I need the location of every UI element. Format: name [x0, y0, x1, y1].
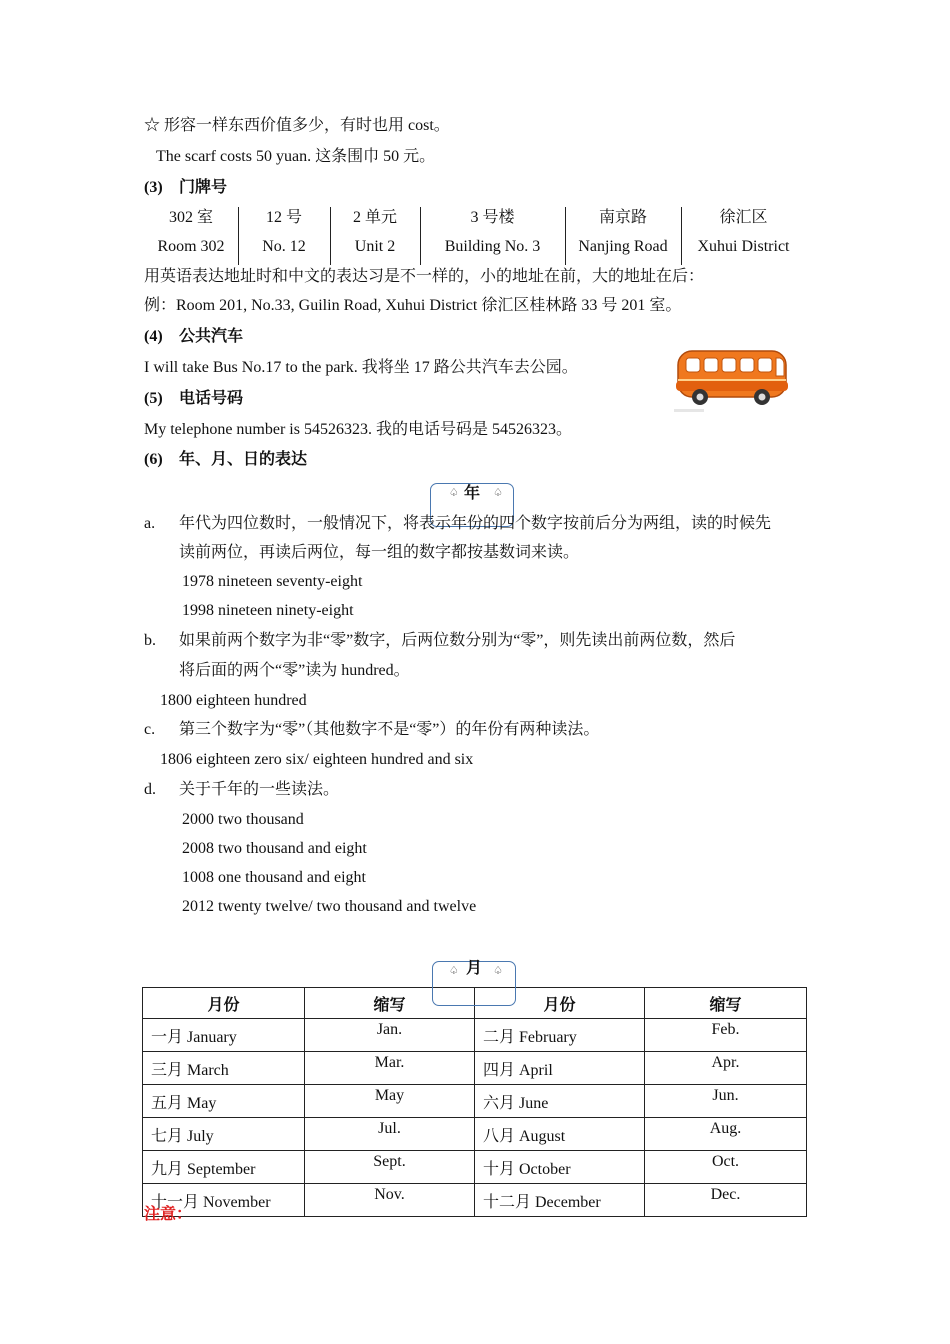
table-cell: Feb.: [645, 1019, 807, 1052]
address-cell-en: Room 302: [157, 238, 225, 255]
item-b-label: b.: [144, 632, 156, 649]
table-cell: Mar.: [305, 1052, 475, 1085]
table-cell: Nov.: [305, 1184, 475, 1217]
table-cell: 四月 April: [475, 1052, 645, 1085]
table-row: [143, 1052, 807, 1085]
table-cell: 六月 June: [475, 1085, 645, 1118]
item-a-text: 读前两位，再读后两位，每一组的数字都按基数词来读。: [179, 544, 580, 561]
address-cell-en: Unit 2: [354, 238, 396, 255]
section-5-number: (5): [144, 390, 163, 407]
table-cell: Sept.: [305, 1151, 475, 1184]
item-d-example: 1008 one thousand and eight: [182, 869, 366, 886]
spade-icon: ♤: [449, 487, 459, 499]
item-a-text: 年代为四位数时，一般情况下，将表示年份的四个数字按前后分为两组，读的时候先: [179, 515, 772, 532]
phone-example: My telephone number is 54526323. 我的电话号码是 54526323。: [144, 421, 572, 438]
table-cell: Apr.: [645, 1052, 807, 1085]
spade-icon: ♤: [449, 965, 459, 977]
section-3-number: (3): [144, 179, 163, 196]
table-cell: Aug.: [645, 1118, 807, 1151]
address-cell-zh: 12 号: [265, 209, 302, 226]
cost-tip: ☆ 形容一样东西价值多少，有时也用 cost。: [144, 117, 450, 134]
table-cell: Jan.: [305, 1019, 475, 1052]
item-d-label: d.: [144, 781, 156, 798]
item-d-example: 2008 two thousand and eight: [182, 840, 367, 857]
month-table: [142, 987, 807, 1217]
address-example: 例：Room 201, No.33, Guilin Road, Xuhui District 徐汇区桂林路 33 号 201 室。: [144, 297, 682, 314]
section-3-title: 门牌号: [179, 179, 228, 196]
bus-example: I will take Bus No.17 to the park. 我将坐 17 路公共汽车去公园。: [144, 359, 578, 376]
month-heading: 月: [465, 960, 482, 977]
table-cell: 一月 January: [143, 1019, 305, 1052]
table-row: [143, 1085, 807, 1118]
item-d-text: 关于千年的一些读法。: [179, 781, 340, 798]
item-b-example: 1800 eighteen hundred: [160, 692, 307, 709]
table-cell: 八月 August: [475, 1118, 645, 1151]
item-a-label: a.: [144, 515, 156, 532]
item-c-label: c.: [144, 721, 156, 738]
table-cell: 五月 May: [143, 1085, 305, 1118]
year-heading: 年: [463, 485, 480, 502]
table-header: 月份: [143, 988, 305, 1019]
section-6-title: 年、月、日的表达: [179, 451, 308, 468]
section-6-number: (6): [144, 451, 163, 468]
table-row: [143, 1151, 807, 1184]
address-cell-zh: 徐汇区: [719, 209, 768, 226]
table-cell: 十一月 November: [143, 1184, 305, 1217]
table-row: [143, 1184, 807, 1217]
table-cell: 九月 September: [143, 1151, 305, 1184]
item-a-example: 1998 nineteen ninety-eight: [182, 602, 354, 619]
spade-icon: ♤: [493, 965, 503, 977]
item-d-example: 2000 two thousand: [182, 811, 304, 828]
table-cell: 二月 February: [475, 1019, 645, 1052]
table-cell: Dec.: [645, 1184, 807, 1217]
address-cell-zh: 302 室: [168, 209, 213, 226]
address-cell-zh: 3 号楼: [470, 209, 515, 226]
cost-example: The scarf costs 50 yuan. 这条围巾 50 元。: [156, 148, 436, 165]
table-cell: 三月 March: [143, 1052, 305, 1085]
address-note: 用英语表达地址时和中文的表达习是不一样的，小的地址在前，大的地址在后：: [144, 268, 705, 285]
table-cell: 七月 July: [143, 1118, 305, 1151]
section-5-title: 电话号码: [179, 390, 244, 407]
table-cell: Jul.: [305, 1118, 475, 1151]
item-c-example: 1806 eighteen zero six/ eighteen hundred and six: [160, 751, 474, 768]
table-header: 月份: [475, 988, 645, 1019]
table-row: [143, 1019, 807, 1052]
address-cell-zh: 2 单元: [352, 209, 397, 226]
address-cell-en: Xuhui District: [697, 238, 790, 255]
item-c-text: 第三个数字为“零”（其他数字不是“零”）的年份有两种读法。: [179, 721, 600, 738]
item-b-text: 如果前两个数字为非“零”数字，后两位数分别为“零”，则先读出前两位数，然后: [179, 632, 736, 649]
table-cell: Oct.: [645, 1151, 807, 1184]
section-4-title: 公共汽车: [179, 328, 244, 345]
address-cell-zh: 南京路: [598, 209, 647, 226]
table-row: [143, 1118, 807, 1151]
table-cell: Jun.: [645, 1085, 807, 1118]
section-4-number: (4): [144, 328, 163, 345]
bus-icon: [670, 345, 794, 417]
table-cell: 十月 October: [475, 1151, 645, 1184]
table-cell: May: [305, 1085, 475, 1118]
table-header: 缩写: [645, 988, 807, 1019]
address-cell-en: Building No. 3: [444, 238, 541, 255]
spade-icon: ♤: [493, 487, 503, 499]
item-d-example: 2012 twenty twelve/ two thousand and twelve: [182, 898, 477, 915]
table-header: 缩写: [305, 988, 475, 1019]
address-cell-en: Nanjing Road: [578, 238, 668, 255]
address-cell-en: No. 12: [262, 238, 306, 255]
item-a-example: 1978 nineteen seventy-eight: [182, 573, 363, 590]
item-b-text: 将后面的两个“零”读为 hundred。: [179, 662, 410, 679]
table-cell: 十二月 December: [475, 1184, 645, 1217]
month-heading-box: [432, 961, 516, 1006]
note-label: 注意：: [144, 1206, 193, 1223]
